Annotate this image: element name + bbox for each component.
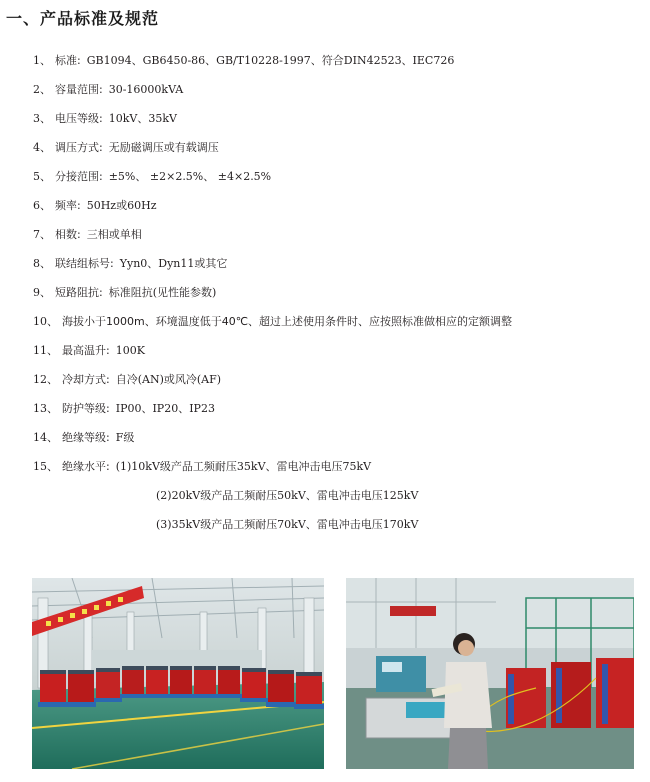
spec-value: 30-16000kVA bbox=[108, 83, 184, 96]
spec-number: 8、 bbox=[33, 257, 51, 270]
spec-value: 三相或单相 bbox=[86, 228, 142, 241]
spec-number: 15、 bbox=[33, 460, 58, 473]
spec-value: GB1094、GB6450-86、GB/T10228-1997、符合DIN42523、IEC726 bbox=[86, 54, 455, 67]
insulation-sub-list bbox=[156, 481, 418, 539]
spec-item-cooling bbox=[33, 365, 518, 394]
section-heading: 一、产品标准及规范 bbox=[6, 9, 160, 28]
spec-label: 标准: bbox=[55, 54, 81, 67]
spec-number: 7、 bbox=[33, 228, 51, 241]
spec-number: 6、 bbox=[33, 199, 51, 212]
spec-label: 绝缘等级: bbox=[62, 431, 110, 444]
spec-label: 最高温升: bbox=[62, 344, 110, 357]
spec-item-protection bbox=[33, 394, 518, 423]
spec-value: Yyn0、Dyn11或其它 bbox=[119, 257, 228, 270]
spec-value: ±5%、 ±2×2.5%、 ±4×2.5% bbox=[108, 170, 272, 183]
spec-item-insulation-class bbox=[33, 423, 518, 452]
spec-number: 2、 bbox=[33, 83, 51, 96]
spec-value: 10kV、35kV bbox=[108, 112, 177, 125]
spec-label: 联结组标号: bbox=[55, 257, 114, 270]
spec-item-phase bbox=[33, 220, 518, 249]
spec-number: 12、 bbox=[33, 373, 58, 386]
spec-value: IP00、IP20、IP23 bbox=[115, 402, 215, 415]
spec-list bbox=[33, 46, 518, 539]
spec-value: 无励磁调压或有载调压 bbox=[108, 141, 219, 154]
spec-number: 9、 bbox=[33, 286, 51, 299]
spec-number: 5、 bbox=[33, 170, 51, 183]
factory-floor-photo bbox=[32, 578, 324, 769]
insulation-extra-lines bbox=[33, 481, 518, 539]
spec-label: 调压方式: bbox=[55, 141, 103, 154]
spec-item-standard bbox=[33, 46, 518, 75]
spec-value: (1)10kV级产品工频耐压35kV、雷电冲击电压75kV bbox=[115, 460, 372, 473]
insulation-level-20kv: (2)20kV级产品工频耐压50kV、雷电冲击电压125kV bbox=[156, 489, 419, 502]
spec-value: 标准阻抗(见性能参数) bbox=[108, 286, 217, 299]
spec-number: 14、 bbox=[33, 431, 58, 444]
spec-item-connection bbox=[33, 249, 518, 278]
spec-label: 电压等级: bbox=[55, 112, 103, 125]
spec-label: 相数: bbox=[55, 228, 81, 241]
spec-label: 容量范围: bbox=[55, 83, 103, 96]
insulation-level-35kv: (3)35kV级产品工频耐压70kV、雷电冲击电压170kV bbox=[156, 518, 419, 531]
spec-number: 11、 bbox=[33, 344, 58, 357]
spec-label: 绝缘水平: bbox=[62, 460, 110, 473]
spec-number: 10、 bbox=[33, 315, 58, 328]
spec-number: 1、 bbox=[33, 54, 51, 67]
spec-label: 冷却方式: bbox=[62, 373, 110, 386]
spec-value: 50Hz或60Hz bbox=[86, 199, 157, 212]
spec-label: 海拔小于1000m、环境温度低于40℃、超过上述使用条件时、应按照标准做相应的定额调整 bbox=[62, 315, 513, 328]
spec-value: 自冷(AN)或风冷(AF) bbox=[115, 373, 222, 386]
spec-number: 3、 bbox=[33, 112, 51, 125]
spec-item-conditions bbox=[33, 307, 518, 336]
spec-value: 100K bbox=[115, 344, 145, 357]
spec-item-impedance bbox=[33, 278, 518, 307]
testing-lab-photo bbox=[346, 578, 634, 769]
spec-item-capacity bbox=[33, 75, 518, 104]
spec-item-tapping bbox=[33, 162, 518, 191]
spec-label: 防护等级: bbox=[62, 402, 110, 415]
spec-item-temperature-rise bbox=[33, 336, 518, 365]
spec-value: F级 bbox=[115, 431, 135, 444]
spec-item-regulation bbox=[33, 133, 518, 162]
spec-number: 4、 bbox=[33, 141, 51, 154]
spec-label: 分接范围: bbox=[55, 170, 103, 183]
spec-label: 频率: bbox=[55, 199, 81, 212]
spec-item-frequency bbox=[33, 191, 518, 220]
spec-item-voltage bbox=[33, 104, 518, 133]
spec-item-insulation-level bbox=[33, 452, 518, 481]
spec-number: 13、 bbox=[33, 402, 58, 415]
spec-label: 短路阻抗: bbox=[55, 286, 103, 299]
